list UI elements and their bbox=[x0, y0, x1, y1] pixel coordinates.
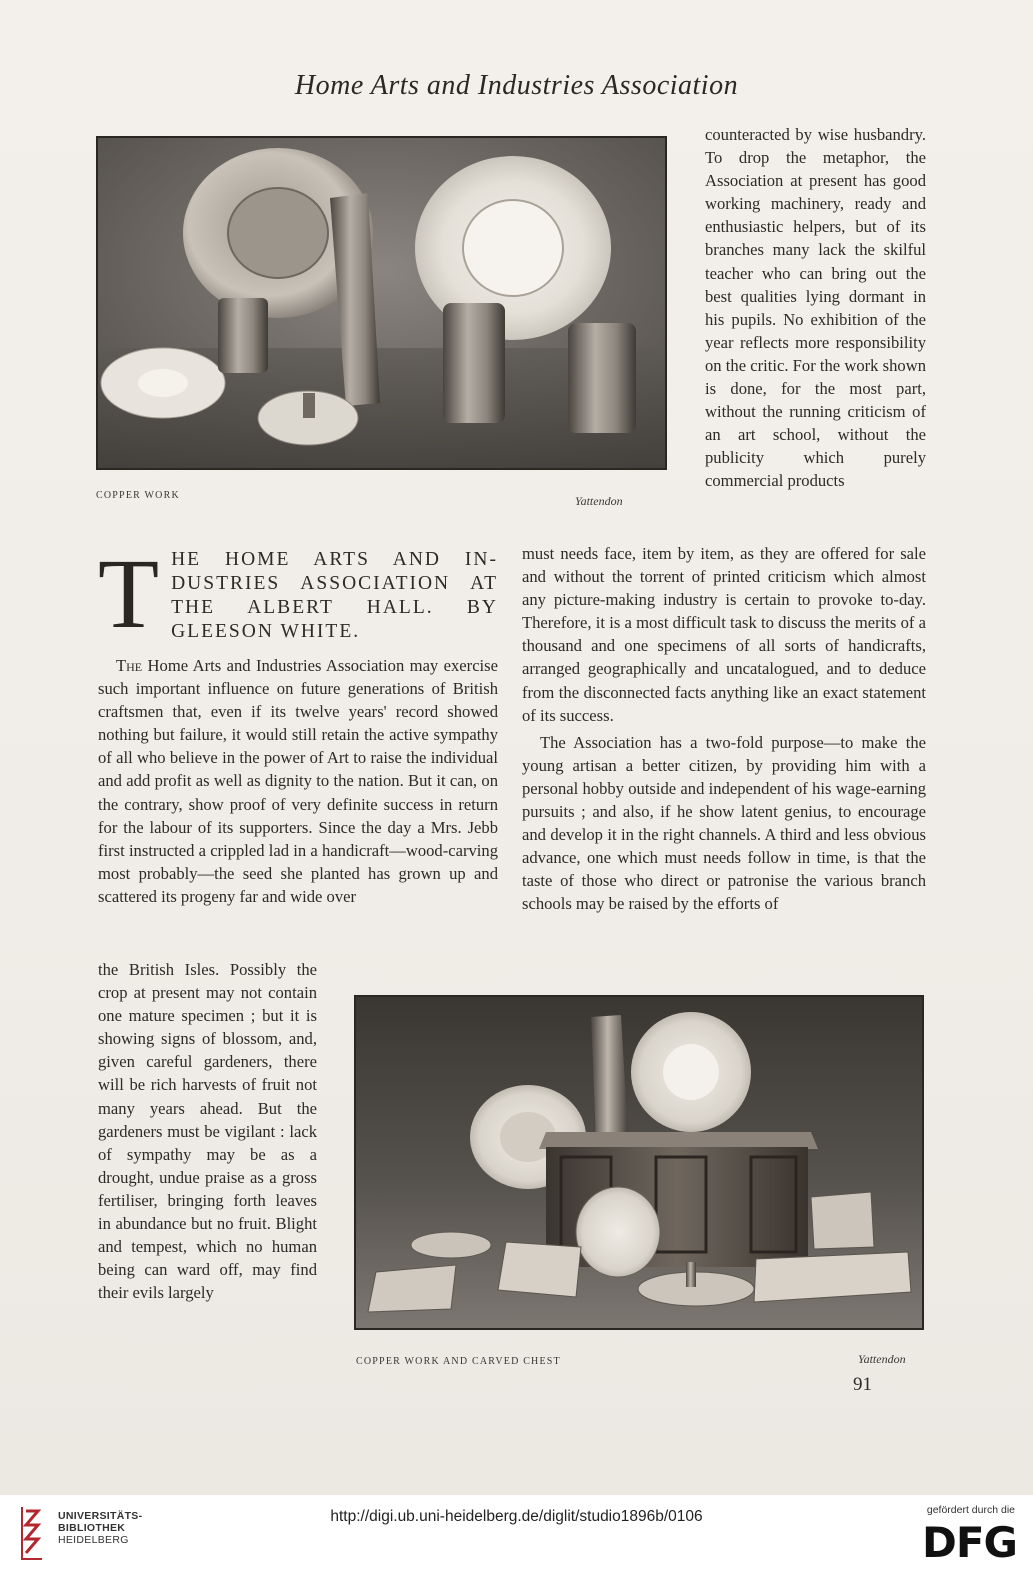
library-name-line: HEIDELBERG bbox=[58, 1534, 129, 1546]
paragraph bbox=[98, 654, 498, 908]
drop-cap: T bbox=[98, 538, 162, 649]
footer-bar bbox=[0, 1495, 1033, 1574]
caption-copper-work: COPPER WORK bbox=[96, 490, 180, 501]
photo-copper-work-and-chest bbox=[354, 995, 924, 1330]
paragraph: must needs face, item by item, as they are offered for sale and without the torrent of printed criticism which almost any picture-making industry is certain to provoke to-day. Therefore, it is a most difficult task to discuss the merits of a thousand and one specimens of all sorts of handicrafts, arranged geographically and uncatalogued, and to deduce from the disconnected facts anything like an exact statement of its success. bbox=[522, 544, 926, 725]
page-number: 91 bbox=[853, 1374, 872, 1395]
text-column-right bbox=[522, 542, 926, 916]
library-name-line: BIBLIOTHEK bbox=[58, 1522, 126, 1534]
paragraph: The Association has a two-fold purpose—to make the young artisan a better citizen, by providing him with a personal hobby outside and independent of his wage-earning pursuits ; and also, if he show latent genius, to encourage and develop it in the right channels. A third and less obvious advance, one which must needs follow in time, is that the taste of those who direct or patronise the various branch schools may be raised by the efforts of bbox=[522, 732, 926, 914]
carved-chest-illustration bbox=[356, 997, 922, 1328]
text-column-left bbox=[98, 538, 498, 908]
library-name-line: UNIVERSITÄTS- bbox=[58, 1510, 143, 1522]
running-head: Home Arts and Industries Association bbox=[294, 70, 739, 101]
caption-copper-work-and-chest: COPPER WORK AND CARVED CHEST bbox=[356, 1356, 561, 1367]
article-title-block bbox=[98, 538, 498, 649]
paragraph: counteracted by wise husbandry. To drop the metaphor, the Association at present has good working machinery, ready and enthusiastic helpers, but of its branches many lack the skilful teacher who can bring out the best qualities lying dormant in his pupils. No exhibition of the year reflects more responsibility on the critic. For the work shown is done, for the most part, without the running criticism of an art school, without the publicity which purely commercial products bbox=[705, 125, 926, 491]
credit-copper-work-and-chest: Yattendon bbox=[858, 1352, 906, 1366]
paragraph: the British Isles. Possibly the crop at present may not contain one mature specimen ; but it is showing signs of blossom, and, given careful gardeners, there will be rich harvests of fruit not many years ahead. But the gardeners must be vigilant : lack of sympathy may be as a drought, undue praise as a gross fertiliser, bringing forth leaves in abundance but no fruit. Blight and tempest, which no human being can ward off, may find their evils largely bbox=[98, 960, 317, 1303]
text-column-left-narrow bbox=[98, 958, 317, 1304]
paragraph-text: Home Arts and Industries Association may exercise such important influence on future generations of British craftsmen that, even if its twelve years' record showed nothing but failure, it would still retain the active sympathy of all who believe in the power of Art to raise the individual and add profit as well as dignity to the nation. But it can, on the contrary, show proof of very definite success in return for the labour of its supporters. Since the day a Mrs. Jebb first instructed a crippled lad in a handicraft—wood-carving most probably—the seed she planted has grown up and scattered its progeny far and wide over bbox=[98, 656, 498, 906]
permalink-url[interactable]: http://digi.ub.uni-heidelberg.de/diglit/studio1896b/0106 bbox=[330, 1508, 703, 1525]
sponsor-label: gefördert durch die bbox=[926, 1504, 1015, 1516]
photo-copper-work bbox=[96, 136, 667, 470]
credit-copper-work: Yattendon bbox=[575, 494, 623, 508]
article-title: HE HOME ARTS AND IN-DUSTRIES ASSOCIATION AT THE ALBERT HALL. BY GLEESON WHITE. bbox=[171, 549, 498, 642]
dfg-logo: DFG bbox=[921, 1518, 1017, 1567]
copper-work-illustration bbox=[98, 138, 665, 468]
lead-word: The bbox=[116, 656, 143, 675]
text-column-right-top bbox=[705, 123, 926, 493]
